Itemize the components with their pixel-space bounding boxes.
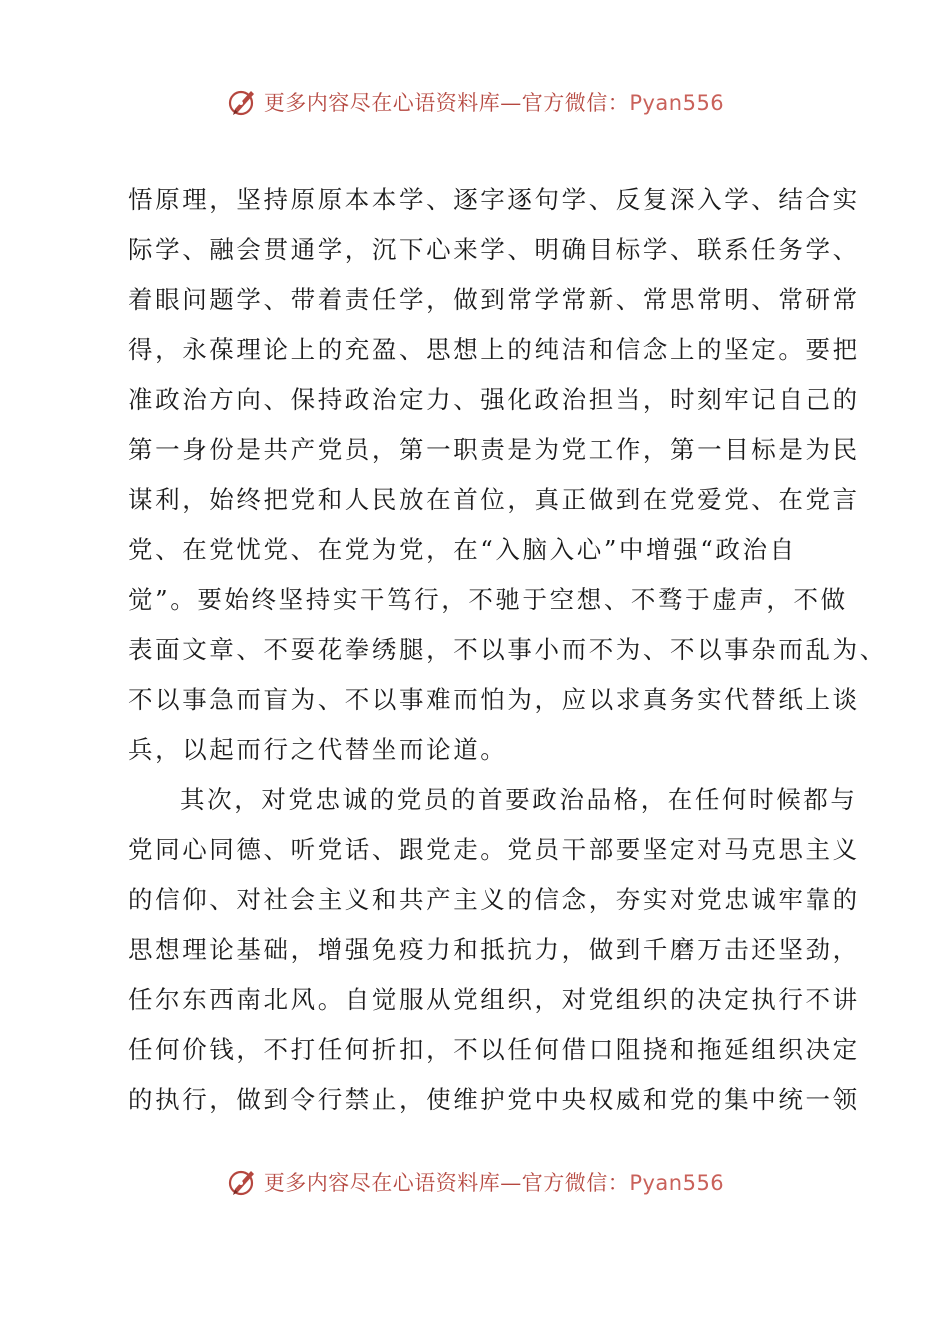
body-line: 任尔东西南北风。自觉服从党组织，对党组织的决定执行不讲 — [128, 985, 860, 1014]
footer-banner — [0, 1162, 950, 1202]
body-line: 的执行，做到令行禁止，使维护党中央权威和党的集中统一领 — [128, 1085, 860, 1114]
pen-logo-icon — [226, 85, 260, 119]
pen-logo-icon — [226, 1165, 260, 1199]
body-line-paragraph-start: 其次，对党忠诚的党员的首要政治品格，在任何时候都与 — [180, 785, 858, 814]
body-line: 着眼问题学、带着责任学，做到常学常新、常思常明、常研常 — [128, 285, 860, 314]
body-line: 悟原理，坚持原原本本学、逐字逐句学、反复深入学、结合实 — [128, 185, 860, 214]
body-line: 不以事急而盲为、不以事难而怕为，应以求真务实代替纸上谈 — [128, 685, 860, 714]
header-banner-text: 更多内容尽在心语资料库—官方微信：Pyan556 — [263, 91, 725, 115]
body-line: 际学、融会贯通学，沉下心来学、明确目标学、联系任务学、 — [128, 235, 860, 264]
header-banner-id: Pyan556 — [629, 91, 725, 115]
body-line: 党同心同德、听党话、跟党走。党员干部要坚定对马克思主义 — [128, 835, 860, 864]
document-body — [128, 175, 887, 1125]
footer-banner-id: Pyan556 — [629, 1171, 725, 1195]
body-line: 表面文章、不耍花拳绣腿，不以事小而不为、不以事杂而乱为、 — [128, 635, 887, 664]
body-line: 思想理论基础，增强免疫力和抵抗力，做到千磨万击还坚劲， — [128, 935, 860, 964]
body-line: 的信仰、对社会主义和共产主义的信念，夯实对党忠诚牢靠的 — [128, 885, 860, 914]
body-line: 觉”。要始终坚持实干笃行，不驰于空想、不骛于虚声，不做 — [128, 585, 848, 614]
body-line: 党、在党忧党、在党为党，在“入脑入心”中增强“政治自 — [128, 535, 797, 564]
body-line: 准政治方向、保持政治定力、强化政治担当，时刻牢记自己的 — [128, 385, 860, 414]
header-banner — [0, 82, 950, 122]
body-line: 任何价钱，不打任何折扣，不以任何借口阻挠和拖延组织决定 — [128, 1035, 860, 1064]
body-line: 兵，以起而行之代替坐而论道。 — [128, 735, 508, 764]
body-line: 谋利，始终把党和人民放在首位，真正做到在党爱党、在党言 — [128, 485, 860, 514]
body-line: 得，永葆理论上的充盈、思想上的纯洁和信念上的坚定。要把 — [128, 335, 860, 364]
footer-banner-text: 更多内容尽在心语资料库—官方微信：Pyan556 — [263, 1171, 725, 1195]
body-line: 第一身份是共产党员，第一职责是为党工作，第一目标是为民 — [128, 435, 860, 464]
